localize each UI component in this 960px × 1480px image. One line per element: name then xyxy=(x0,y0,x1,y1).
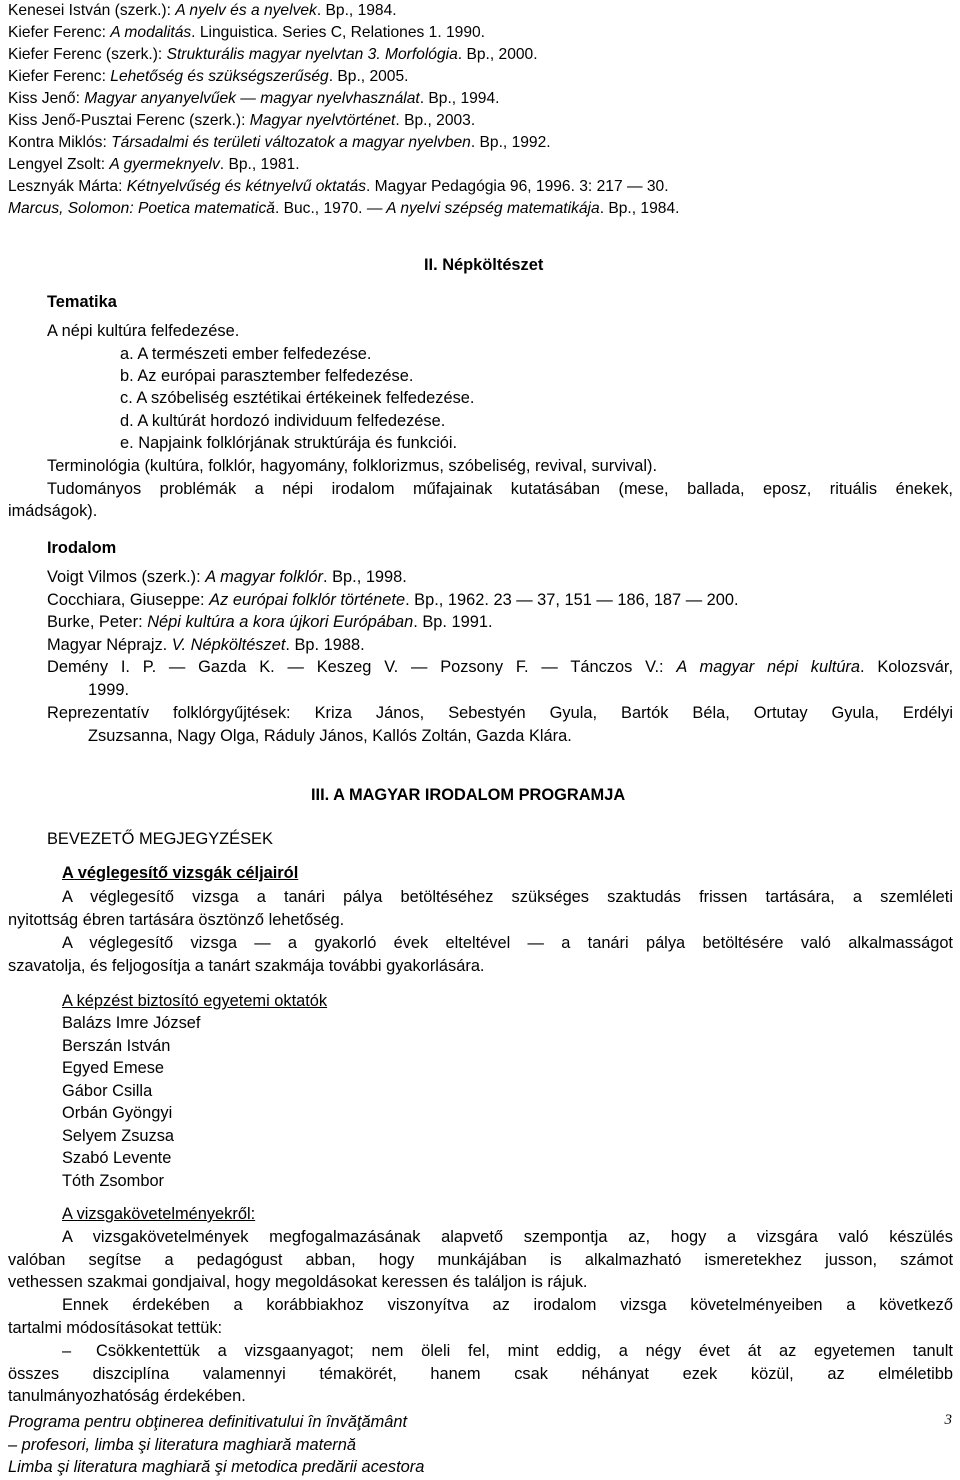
list-item: Selyem Zsuzsa xyxy=(62,1127,175,1145)
footer-line: Programa pentru obţinerea definitivatului în învăţământ xyxy=(8,1413,408,1431)
list-item: a. A természeti ember felfedezése. xyxy=(120,345,372,363)
tematika-heading: Tematika xyxy=(47,293,117,311)
list-item: Gábor Csilla xyxy=(62,1082,153,1100)
reference-line: Cocchiara, Giuseppe: Az európai folklór története. Bp., 1962. 23 — 37, 151 — 186, 187 — 200. xyxy=(47,591,739,609)
paragraph-line: valóban segítse a pedagógust abban, hogy munkájában is alkalmazható ismeretekhez jusson, számot xyxy=(8,1251,953,1269)
paragraph-line: összes diszciplína valamennyi témakörét, hanem csak néhányat ezek közül, az elméletibb xyxy=(8,1365,953,1383)
reference-line: Magyar Néprajz. V. Népköltészet. Bp. 1988. xyxy=(47,636,365,654)
reference-line: Kiefer Ferenc: Lehetőség és szükségszerűség. Bp., 2005. xyxy=(8,68,409,85)
footer-line: Limba şi literatura maghiară şi metodica predării acestora xyxy=(8,1458,425,1476)
footer-line: – profesori, limba şi literatura maghiară maternă xyxy=(8,1436,356,1454)
reference-line: Burke, Peter: Népi kultúra a kora újkori Európában. Bp. 1991. xyxy=(47,613,493,631)
reference-line: Kiefer Ferenc: A modalitás. Linguistica. Series C, Relationes 1. 1990. xyxy=(8,24,486,41)
paragraph-line: vethessen szakmai gondjaival, hogy megoldásokat keressen és találjon is rájuk. xyxy=(8,1273,588,1291)
tematika-intro: A népi kultúra felfedezése. xyxy=(47,322,240,340)
reference-line: Voigt Vilmos (szerk.): A magyar folklór. Bp., 1998. xyxy=(47,568,407,586)
terminologia-text: Terminológia (kultúra, folklór, hagyomány, folklorizmus, szóbeliség, revival, survival). xyxy=(47,457,658,475)
reference-line: Marcus, Solomon: Poetica matematică. Buc., 1970. — A nyelvi szépség matematikája. Bp., 1984. xyxy=(8,200,680,217)
tudomanyos-line2: imádságok). xyxy=(8,502,98,520)
list-item: Balázs Imre József xyxy=(62,1014,201,1032)
reference-line-reprezentativ: Reprezentatív folklórgyűjtések: Kriza János, Sebestyén Gyula, Bartók Béla, Ortutay Gyula, Erdélyi xyxy=(47,704,953,722)
reference-line: Kiss Jenő-Pusztai Ferenc (szerk.): Magyar nyelvtörténet. Bp., 2003. xyxy=(8,112,476,129)
irodalom-heading: Irodalom xyxy=(47,539,117,557)
reference-line: Lengyel Zsolt: A gyermeknyelv. Bp., 1981. xyxy=(8,156,300,173)
kovetelmeny-heading: A vizsgakövetelményekről: xyxy=(62,1205,256,1223)
reference-line: Kontra Miklós: Társadalmi és területi változatok a magyar nyelvben. Bp., 1992. xyxy=(8,134,551,151)
section-heading-nepkolteszet: II. Népköltészet xyxy=(424,256,544,274)
reference-line-reprezentativ-cont: Zsuzsanna, Nagy Olga, Ráduly János, Kallós Zoltán, Gazda Klára. xyxy=(88,727,572,745)
list-item: Orbán Gyöngyi xyxy=(62,1104,173,1122)
paragraph-line: A véglegesítő vizsga a tanári pálya betöltéséhez szükséges szaktudás frissen tartására, a szemléleti xyxy=(62,888,953,906)
celjai-heading: A véglegesítő vizsgák céljairól xyxy=(62,864,299,882)
reference-line: Kiss Jenő: Magyar anyanyelvűek — magyar nyelvhasználat. Bp., 1994. xyxy=(8,90,500,107)
list-item: d. A kultúrát hordozó individuum felfedezése. xyxy=(120,412,446,430)
paragraph-line: tanulmányozhatóság érdekében. xyxy=(8,1387,246,1405)
list-item: b. Az európai parasztember felfedezése. xyxy=(120,367,414,385)
list-item: c. A szóbeliség esztétikai értékeinek felfedezése. xyxy=(120,389,475,407)
oktatok-heading: A képzést biztosító egyetemi oktatók xyxy=(62,992,328,1010)
list-item: Szabó Levente xyxy=(62,1149,172,1167)
reference-line-demeny: Demény I. P. — Gazda K. — Keszeg V. — Pozsony F. — Tánczos V.: A magyar népi kultúra. Kolozsvár, xyxy=(47,658,953,676)
reference-line: Kenesei István (szerk.): A nyelv és a nyelvek. Bp., 1984. xyxy=(8,2,397,19)
tudomanyos-line1: Tudományos problémák a népi irodalom műfajainak kutatásában (mese, ballada, eposz, rituális énekek, xyxy=(47,480,953,498)
paragraph-line: Csökkentettük a vizsgaanyagot; nem öleli fel, mint eddig, a négy évet át az egyetemen tanult xyxy=(96,1342,953,1360)
reference-line: Kiefer Ferenc (szerk.): Strukturális magyar nyelvtan 3. Morfológia. Bp., 2000. xyxy=(8,46,538,63)
list-item: Tóth Zsombor xyxy=(62,1172,165,1190)
reference-line: Lesznyák Márta: Kétnyelvűség és kétnyelvű oktatás. Magyar Pedagógia 96, 1996. 3: 217 — 30. xyxy=(8,178,669,195)
paragraph-line: szavatolja, és feljogosítja a tanárt szakmája további gyakorlására. xyxy=(8,957,485,975)
bevezeto-heading: BEVEZETŐ MEGJEGYZÉSEK xyxy=(47,830,273,848)
paragraph-line: A véglegesítő vizsga — a gyakorló évek elteltével — a tanári pálya betöltésére való alkalmasságot xyxy=(62,934,953,952)
paragraph-line: nyitottság ébren tartására ösztönző lehetőség. xyxy=(8,911,345,929)
paragraph-line: A vizsgakövetelmények megfogalmazásának alapvető szempontja az, hogy a vizsgára való készülés xyxy=(62,1228,953,1246)
bullet-dash: – xyxy=(62,1342,72,1360)
section-heading-irodalom-programja: III. A MAGYAR IRODALOM PROGRAMJA xyxy=(311,786,626,804)
paragraph-line: Ennek érdekében a korábbiakhoz viszonyítva az irodalom vizsga követelményeiben a következő xyxy=(62,1296,953,1314)
reference-line-demeny-cont: 1999. xyxy=(88,681,130,699)
list-item: Egyed Emese xyxy=(62,1059,165,1077)
paragraph-line: tartalmi módosításokat tettük: xyxy=(8,1319,223,1337)
list-item: e. Napjaink folklórjának struktúrája és funkciói. xyxy=(120,434,458,452)
page-number: 3 xyxy=(944,1412,952,1428)
list-item: Berszán István xyxy=(62,1037,171,1055)
